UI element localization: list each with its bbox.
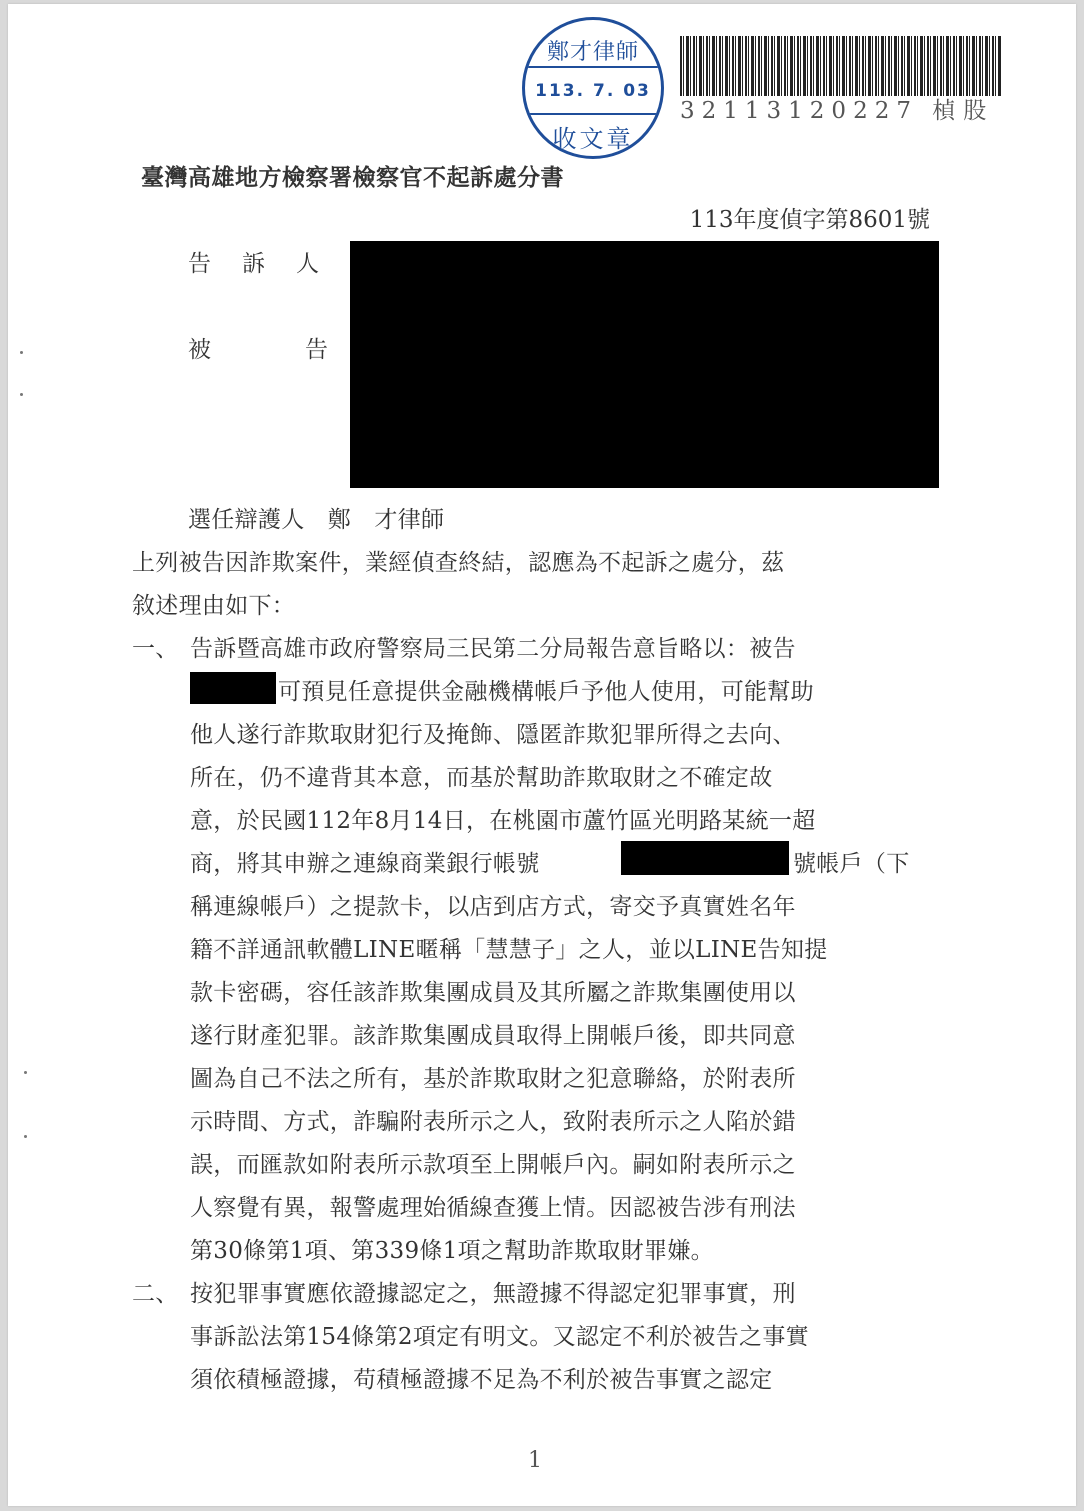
redacted-party-info	[350, 241, 939, 488]
page-number: 1	[528, 1448, 542, 1473]
section-1-line: 商，將其申辦之連線商業銀行帳號	[190, 851, 540, 877]
section-1-line: 號帳戶（下	[793, 851, 910, 877]
section-1-line: 款卡密碼，容任該詐欺集團成員及其所屬之詐欺集團使用以	[190, 980, 796, 1006]
section-1-marker: 一、	[132, 636, 179, 662]
scan-speck	[20, 393, 23, 396]
received-stamp	[522, 17, 664, 159]
barcode-icon	[680, 36, 1002, 96]
section-1-line: 遂行財產犯罪。該詐欺集團成員取得上開帳戶後，即共同意	[190, 1023, 796, 1049]
defendant-label-second: 告	[305, 337, 328, 363]
scan-speck	[24, 1071, 27, 1074]
redacted-account-number	[621, 841, 789, 875]
intro-line-2: 敘述理由如下：	[132, 593, 296, 619]
defendant-label-first: 被	[188, 337, 211, 363]
section-1-line: 稱連線帳戶）之提款卡，以店到店方式，寄交予真實姓名年	[190, 894, 796, 920]
section-1-line: 告訴暨高雄市政府警察局三民第二分局報告意旨略以：被告	[190, 636, 796, 662]
section-2-line: 按犯罪事實應依證據認定之，無證據不得認定犯罪事實，刑	[190, 1281, 796, 1307]
section-1-line: 意，於民國112年8月14日，在桃園市蘆竹區光明路某統一超	[190, 808, 816, 834]
scan-speck	[24, 1135, 27, 1138]
section-1-line: 人察覺有異，報警處理始循線查獲上情。因認被告涉有刑法	[190, 1195, 796, 1221]
stamp-received-label: 收文章	[552, 125, 634, 153]
barcode-digits: 32113120227	[680, 98, 918, 124]
barcode-number	[680, 92, 1010, 125]
section-2-marker: 二、	[132, 1281, 179, 1307]
barcode-division-label: 楨股	[932, 98, 995, 124]
scan-speck	[20, 351, 23, 354]
section-2-line: 須依積極證據，苟積極證據不足為不利於被告事實之認定	[190, 1367, 773, 1393]
section-1-line: 誤，而匯款如附表所示款項至上開帳戶內。嗣如附表所示之	[190, 1152, 796, 1178]
section-1-line: 圖為自己不法之所有，基於詐欺取財之犯意聯絡，於附表所	[190, 1066, 796, 1092]
section-1-line: 可預見任意提供金融機構帳戶予他人使用，可能幫助	[278, 679, 814, 705]
redacted-defendant-name	[190, 672, 276, 704]
section-1-line: 示時間、方式，詐騙附表所示之人，致附表所示之人陷於錯	[190, 1109, 796, 1135]
complainant-label: 告 訴 人	[188, 251, 323, 277]
section-1-line: 他人遂行詐欺取財犯行及掩飾、隱匿詐欺犯罪所得之去向、	[190, 722, 796, 748]
stamp-divider	[525, 113, 661, 115]
document-page	[8, 4, 1076, 1506]
stamp-divider	[525, 66, 661, 68]
stamp-lawyer-name: 鄭才律師	[546, 40, 639, 65]
case-number: 113年度偵字第8601號	[689, 207, 930, 233]
defense-counsel: 選任辯護人 鄭 才律師	[188, 507, 445, 533]
section-1-line: 籍不詳通訊軟體LINE暱稱「慧慧子」之人，並以LINE告知提	[190, 937, 828, 963]
intro-line-1: 上列被告因詐欺案件，業經偵查終結，認應為不起訴之處分，茲	[132, 550, 785, 576]
section-1-line: 第30條第1項、第339條1項之幫助詐欺取財罪嫌。	[190, 1238, 714, 1264]
stamp-date: 113. 7. 03	[535, 81, 651, 101]
section-2-line: 事訴訟法第154條第2項定有明文。又認定不利於被告之事實	[190, 1324, 809, 1350]
section-1-line: 所在，仍不違背其本意，而基於幫助詐欺取財之不確定故	[190, 765, 773, 791]
document-title: 臺灣高雄地方檢察署檢察官不起訴處分書	[141, 164, 564, 191]
